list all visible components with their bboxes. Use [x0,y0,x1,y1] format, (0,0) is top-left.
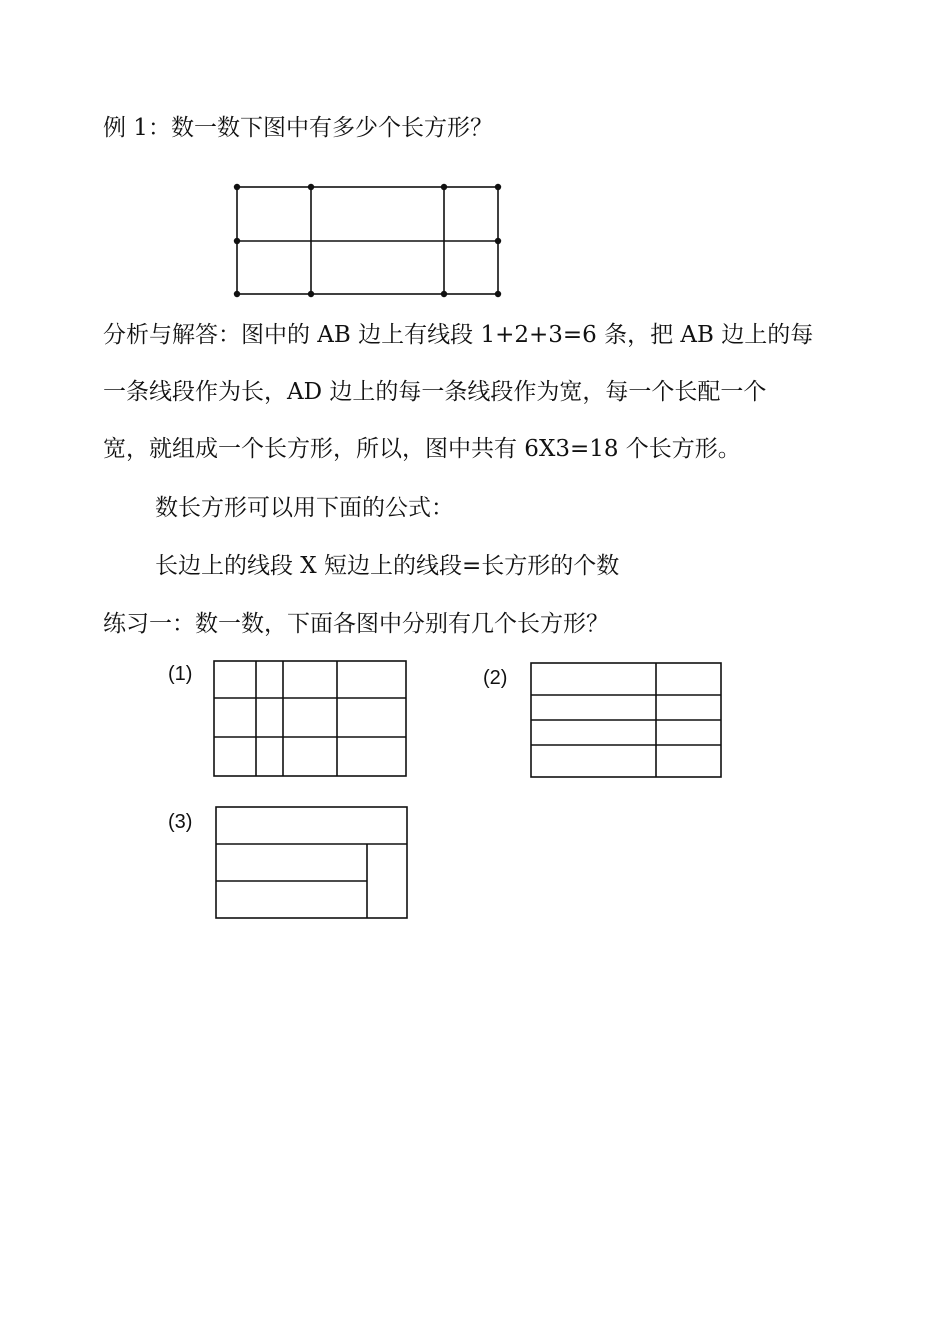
example-title: 例 1：数一数下图中有多少个长方形？ [103,115,493,141]
vertex-dot [495,291,501,297]
vertex-dot [441,291,447,297]
exercise-figure-3 [165,800,415,925]
formula-intro: 数长方形可以用下面的公式： [155,495,454,521]
vertex-dot [495,238,501,244]
figure-1-label: (1) [168,663,193,685]
exercise-figure-1 [165,655,415,780]
vertex-dot [495,184,501,190]
analysis-line-2: 一条线段作为长，AD 边上的每一条线段作为宽，每一个长配一个 [103,379,767,405]
vertex-dot [234,291,240,297]
formula-text: 长边上的线段 X 短边上的线段=长方形的个数 [155,553,620,579]
vertex-dot [441,184,447,190]
example-rectangle-figure [230,180,510,302]
vertex-dot [234,184,240,190]
vertex-dot [234,238,240,244]
figure-3-outer-rect [216,807,407,918]
analysis-line-3: 宽，就组成一个长方形，所以，图中共有 6X3=18 个长方形。 [103,436,741,462]
vertex-dot [308,291,314,297]
exercise-title: 练习一：数一数，下面各图中分别有几个长方形？ [103,611,609,637]
figure-2-label: (2) [483,667,508,689]
analysis-line-1: 分析与解答：图中的 AB 边上有线段 1+2+3=6 条，把 AB 边上的每 [103,322,814,348]
figure-3-label: (3) [168,811,193,833]
exercise-figure-2 [480,658,725,780]
vertex-dot [308,184,314,190]
figure-1-outer-rect [214,661,406,776]
